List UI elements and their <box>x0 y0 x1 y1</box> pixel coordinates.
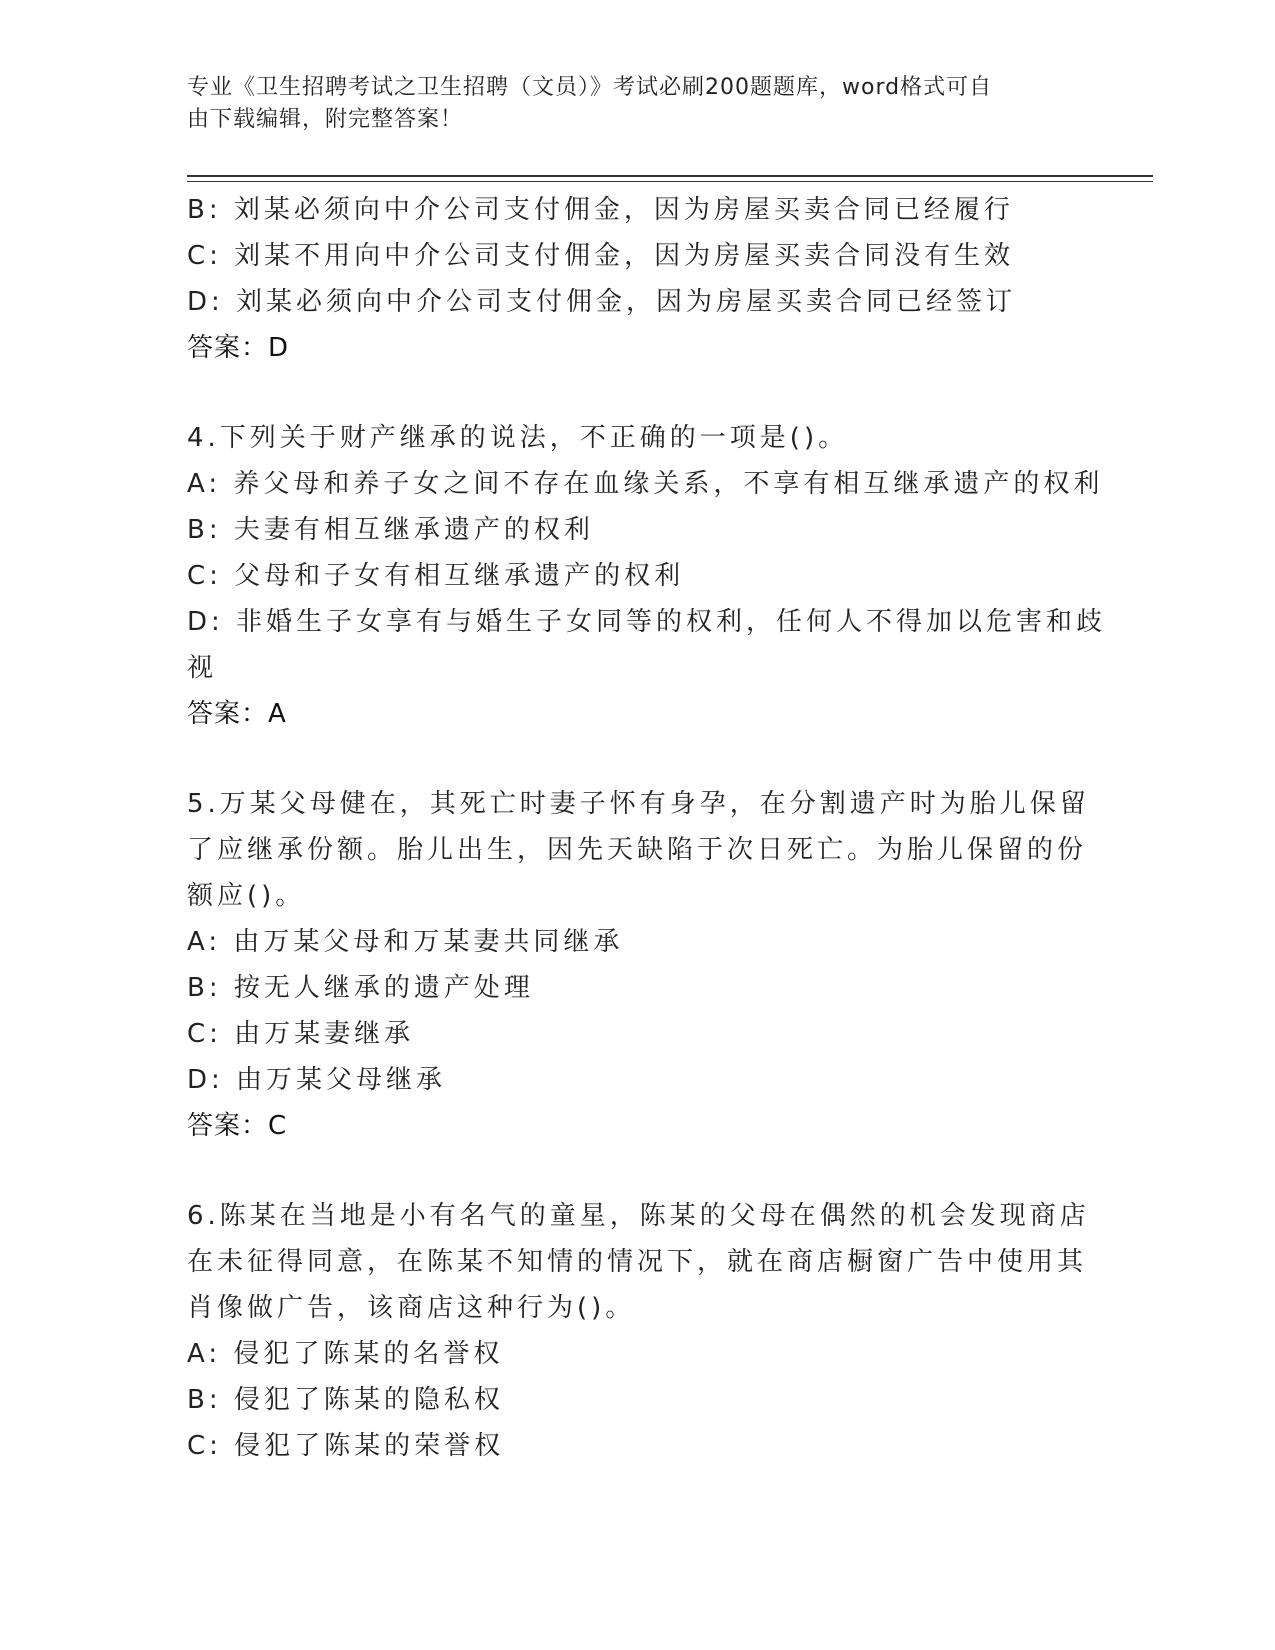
document-header <box>187 72 1067 136</box>
question-6 <box>187 1193 1090 1469</box>
option-d: D: 刘某必须向中介公司支付佣金，因为房屋买卖合同已经签订 <box>187 287 1017 317</box>
answer: 答案：C <box>187 1111 288 1141</box>
header-line-2: 由下载编辑，附完整答案！ <box>187 107 464 132</box>
question-stem: 5.万某父母健在，其死亡时妻子怀有身孕，在分割遗产时为胎儿保留 <box>187 789 1090 819</box>
spacer <box>187 1149 1087 1193</box>
option-a: A: 养父母和养子女之间不存在血缘关系，不享有相互继承遗产的权利 <box>187 469 1104 499</box>
option-b: B: 刘某必须向中介公司支付佣金，因为房屋买卖合同已经履行 <box>187 195 1014 225</box>
option-c: C: 由万某妻继承 <box>187 1019 415 1049</box>
answer: 答案：A <box>187 699 287 729</box>
question-stem: 额应()。 <box>187 881 306 911</box>
option-b: B: 按无人继承的遗产处理 <box>187 973 534 1003</box>
option-d: D: 由万某父母继承 <box>187 1065 447 1095</box>
question-stem: 4.下列关于财产继承的说法，不正确的一项是()。 <box>187 423 849 453</box>
option-a: A: 侵犯了陈某的名誉权 <box>187 1339 504 1369</box>
header-divider-thick <box>187 175 1153 177</box>
option-d-continued: 视 <box>187 653 218 683</box>
header-line-1: 专业《卫生招聘考试之卫生招聘（文员）》考试必刷200题题库，word格式可自 <box>187 75 993 100</box>
option-d: D: 非婚生子女享有与婚生子女同等的权利，任何人不得加以危害和歧 <box>187 607 1107 637</box>
option-c: C: 父母和子女有相互继承遗产的权利 <box>187 561 685 591</box>
question-4 <box>187 415 1107 737</box>
header-divider-thin <box>187 181 1153 182</box>
option-c: C: 侵犯了陈某的荣誉权 <box>187 1431 505 1461</box>
option-a: A: 由万某父母和万某妻共同继承 <box>187 927 624 957</box>
answer: 答案：D <box>187 333 290 363</box>
spacer <box>187 371 1087 415</box>
option-c: C: 刘某不用向中介公司支付佣金，因为房屋买卖合同没有生效 <box>187 241 1015 271</box>
option-b: B: 侵犯了陈某的隐私权 <box>187 1385 504 1415</box>
question-stem: 在未征得同意，在陈某不知情的情况下，就在商店橱窗广告中使用其 <box>187 1247 1088 1277</box>
question-stem: 了应继承份额。胎儿出生，因先天缺陷于次日死亡。为胎儿保留的份 <box>187 835 1088 865</box>
question-3 <box>187 187 1087 371</box>
question-stem: 6.陈某在当地是小有名气的童星，陈某的父母在偶然的机会发现商店 <box>187 1201 1090 1231</box>
option-b: B: 夫妻有相互继承遗产的权利 <box>187 515 594 545</box>
question-5 <box>187 781 1090 1149</box>
document-body <box>187 187 1107 1469</box>
spacer <box>187 737 1087 781</box>
question-stem: 肖像做广告，该商店这种行为()。 <box>187 1293 636 1323</box>
